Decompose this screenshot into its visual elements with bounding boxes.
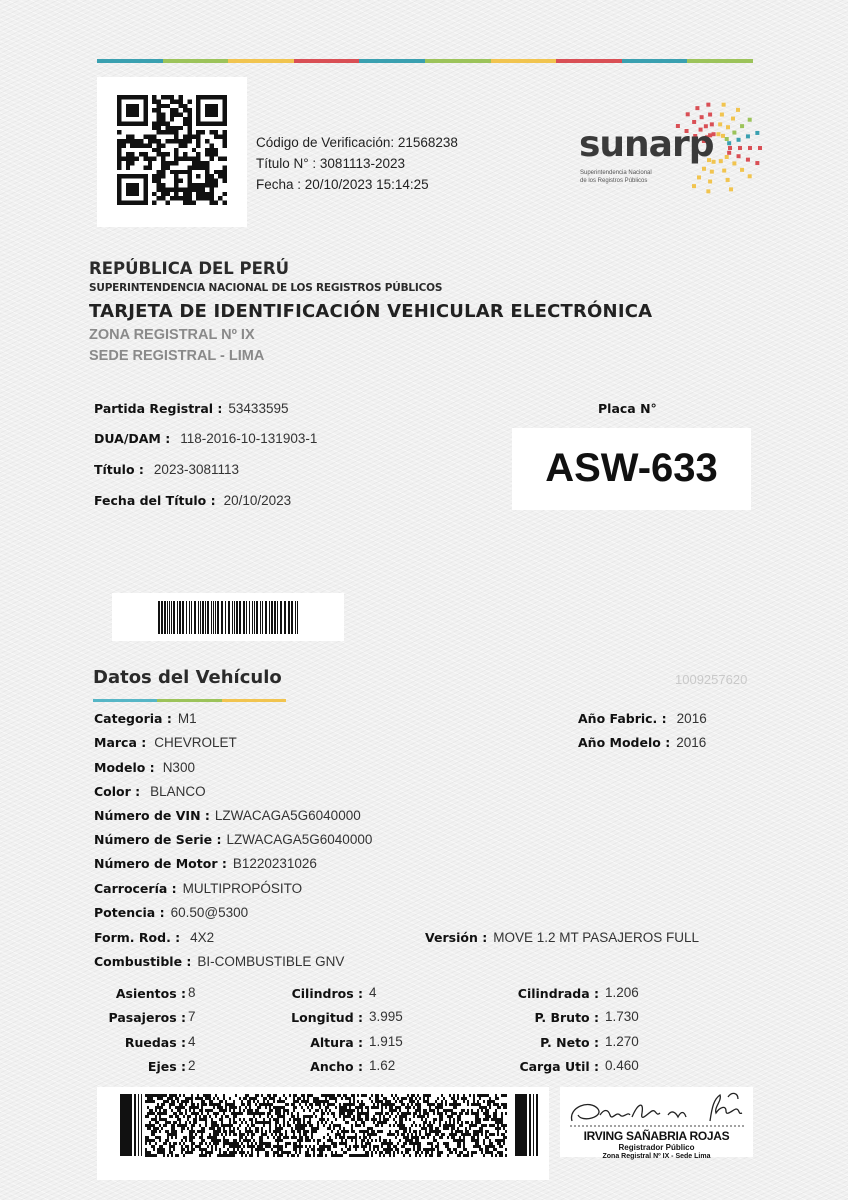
logo-dot: [726, 178, 730, 182]
field-fecha-titulo: [94, 493, 291, 509]
field-version: [425, 930, 699, 946]
field-dua: [94, 431, 317, 447]
section-title-vehiculo: Datos del Vehículo: [93, 667, 282, 688]
logo-dot: [710, 170, 714, 174]
logo-dot: [722, 169, 726, 173]
label: Número de Motor :: [94, 856, 227, 871]
logo-dot: [706, 103, 710, 107]
logo-dot: [746, 134, 750, 138]
field-anio-modelo: [578, 735, 706, 751]
stripe-segment: [294, 59, 360, 63]
value: M1: [177, 711, 197, 726]
logo-dot: [732, 131, 736, 135]
logo-dot: [755, 131, 759, 135]
placa-box: [512, 428, 751, 510]
logo-subtitle-1: Superintendencia Nacional: [580, 170, 652, 176]
spec-label: Ruedas :: [124, 1035, 186, 1050]
value: 20/10/2023: [223, 493, 292, 508]
field-modelo: [94, 760, 195, 776]
spec-label: Asientos :: [115, 986, 186, 1001]
header-sede: SEDE REGISTRAL - LIMA: [89, 348, 265, 364]
logo-wordmark: sunarp: [579, 124, 714, 165]
field-categoria: [94, 711, 197, 727]
logo-dot: [737, 138, 741, 142]
logo-dot: [686, 112, 690, 116]
logo-dot: [740, 168, 744, 172]
label: Número de Serie :: [94, 832, 222, 847]
label: Año Modelo :: [578, 735, 671, 750]
stripe-segment: [491, 59, 557, 63]
barcode-small: [112, 593, 344, 641]
label: Categoria :: [94, 711, 172, 726]
qr-code-icon: [117, 95, 227, 205]
logo-dot: [702, 167, 706, 171]
label: Título :: [94, 462, 144, 477]
spec-label: P. Neto :: [540, 1035, 599, 1050]
document-number: 1009257620: [675, 672, 748, 687]
value: B1220231026: [232, 856, 317, 871]
label: Versión :: [425, 930, 488, 945]
spec-label: Altura :: [310, 1035, 363, 1050]
pdf417-barcode: [97, 1087, 549, 1180]
header-zona: ZONA REGISTRAL Nº IX: [89, 327, 255, 343]
label: Número de VIN :: [94, 808, 210, 823]
label: Potencia :: [94, 905, 165, 920]
logo-dot: [755, 161, 759, 165]
stripe-segment: [556, 59, 622, 63]
field-anio-fabric: [578, 711, 707, 727]
field-form-rod: [94, 930, 214, 946]
label: Modelo :: [94, 760, 155, 775]
spec-label: Ancho :: [310, 1059, 363, 1074]
spec-label: Ejes :: [147, 1059, 186, 1074]
spec-value: 1.62: [369, 1058, 396, 1073]
value: LZWACAGA5G6040000: [214, 808, 361, 823]
logo-dot: [706, 189, 710, 193]
value: 4X2: [190, 930, 215, 945]
value: BLANCO: [150, 784, 206, 799]
signer-role: Registrador Público: [618, 1143, 695, 1152]
stripe-segment: [687, 59, 753, 63]
logo-dot: [748, 146, 752, 150]
field-titulo: [94, 462, 239, 478]
logo-dot: [719, 159, 723, 163]
spec-value: 7: [188, 1009, 196, 1024]
value: 2016: [676, 711, 707, 726]
spec-label: Pasajeros :: [108, 1010, 186, 1025]
value: MOVE 1.2 MT PASAJEROS FULL: [493, 930, 700, 945]
spec-value: 1.270: [605, 1034, 639, 1049]
value: MULTIPROPÓSITO: [182, 881, 303, 896]
qr-code: [97, 77, 247, 227]
label: Marca :: [94, 735, 147, 750]
spec-value: 8: [188, 985, 196, 1000]
header-republica: REPÚBLICA DEL PERÚ: [89, 259, 290, 278]
value: 118-2016-10-131903-1: [180, 431, 318, 446]
logo-dot: [725, 155, 729, 159]
header-superintendencia: SUPERINTENDENCIA NACIONAL DE LOS REGISTROS PÚBLICOS: [89, 282, 443, 294]
spec-value: 4: [369, 985, 377, 1000]
underline-segment: [222, 699, 286, 702]
label: Form. Rod. :: [94, 930, 181, 945]
document-title: TARJETA DE IDENTIFICACIÓN VEHICULAR ELECTRÓNICA: [89, 301, 653, 322]
spec-value: 1.915: [369, 1034, 403, 1049]
signature-block: [560, 1087, 753, 1160]
spec-value: 1.730: [605, 1009, 639, 1024]
logo-dot: [727, 151, 731, 155]
spec-label: Longitud :: [291, 1010, 363, 1025]
section-underline: [93, 699, 286, 702]
field-serie: [94, 832, 372, 848]
field-potencia: [94, 905, 248, 921]
label: DUA/DAM :: [94, 431, 171, 446]
logo-dot: [732, 161, 736, 165]
signer-name: IRVING SAÑABRIA ROJAS: [583, 1129, 730, 1143]
spec-label: Cilindros :: [291, 986, 363, 1001]
field-motor: [94, 856, 317, 872]
spec-value: 3.995: [369, 1009, 403, 1024]
verification-block: [256, 132, 458, 195]
value: 53433595: [228, 401, 289, 416]
spec-value: 0.460: [605, 1058, 639, 1073]
value: 2023-3081113: [153, 462, 240, 477]
logo-dot: [725, 137, 729, 141]
logo-dot: [692, 184, 696, 188]
color-stripe: [97, 59, 753, 63]
logo-dot: [746, 158, 750, 162]
verification-code: Código de Verificación: 21568238: [256, 135, 458, 150]
logo-dot: [695, 106, 699, 110]
label: Año Fabric. :: [578, 711, 667, 726]
signer-zone: Zona Registral Nº IX - Sede Lima: [602, 1153, 711, 1160]
stripe-segment: [359, 59, 425, 63]
placa-label: Placa N°: [598, 401, 657, 416]
signature-icon: [560, 1087, 753, 1129]
field-partida: [94, 401, 288, 417]
logo-dot: [697, 175, 701, 179]
logo-dot: [708, 179, 712, 183]
logo-dot: [737, 154, 741, 158]
logo-dot: [720, 113, 724, 117]
logo-dot: [740, 124, 744, 128]
logo-dot: [718, 122, 722, 126]
pdf417-barcode-icon: [97, 1090, 549, 1160]
logo-dot: [708, 113, 712, 117]
label: Combustible :: [94, 954, 192, 969]
logo-dot: [716, 132, 720, 136]
logo-dot: [727, 141, 731, 145]
value: N300: [162, 760, 195, 775]
logo-dot: [726, 125, 730, 129]
logo-subtitle-2: de los Registros Públicos: [580, 178, 648, 184]
verification-title: Título N° : 3081113-2023: [256, 156, 405, 171]
logo-dot: [700, 115, 704, 119]
verification-date: Fecha : 20/10/2023 15:14:25: [256, 177, 429, 192]
underline-segment: [157, 699, 221, 702]
spec-value: 2: [188, 1058, 196, 1073]
logo-dot: [736, 108, 740, 112]
barcode-icon: [112, 593, 344, 641]
logo-dot: [729, 187, 733, 191]
label: Color :: [94, 784, 141, 799]
field-vin: [94, 808, 361, 824]
value: 2016: [676, 735, 707, 750]
spec-label: P. Bruto :: [534, 1010, 599, 1025]
stripe-segment: [228, 59, 294, 63]
value: BI-COMBUSTIBLE GNV: [197, 954, 345, 969]
logo-dot: [748, 174, 752, 178]
placa-number: ASW-633: [545, 446, 718, 490]
logo-dot: [722, 103, 726, 107]
underline-segment: [93, 699, 157, 702]
value: LZWACAGA5G6040000: [226, 832, 373, 847]
logo-dot: [748, 118, 752, 122]
label: Carrocería :: [94, 881, 177, 896]
field-marca: [94, 735, 237, 751]
stripe-segment: [163, 59, 229, 63]
value: CHEVROLET: [154, 735, 237, 750]
label: Partida Registral :: [94, 401, 223, 416]
field-carroceria: [94, 881, 302, 897]
stripe-segment: [622, 59, 688, 63]
spec-label: Cilindrada :: [517, 986, 599, 1001]
logo-dot: [721, 134, 725, 138]
field-combustible: [94, 954, 344, 970]
logo-dot: [738, 146, 742, 150]
sunarp-logo: [576, 96, 766, 200]
spec-label: Carga Util :: [519, 1059, 599, 1074]
spec-value: 4: [188, 1034, 196, 1049]
logo-dot: [728, 146, 732, 150]
logo-dot: [758, 146, 762, 150]
spec-value: 1.206: [605, 985, 639, 1000]
value: 60.50@5300: [170, 905, 249, 920]
field-color: [94, 784, 206, 800]
stripe-segment: [97, 59, 163, 63]
label: Fecha del Título :: [94, 493, 216, 508]
logo-dot: [731, 117, 735, 121]
stripe-segment: [425, 59, 491, 63]
